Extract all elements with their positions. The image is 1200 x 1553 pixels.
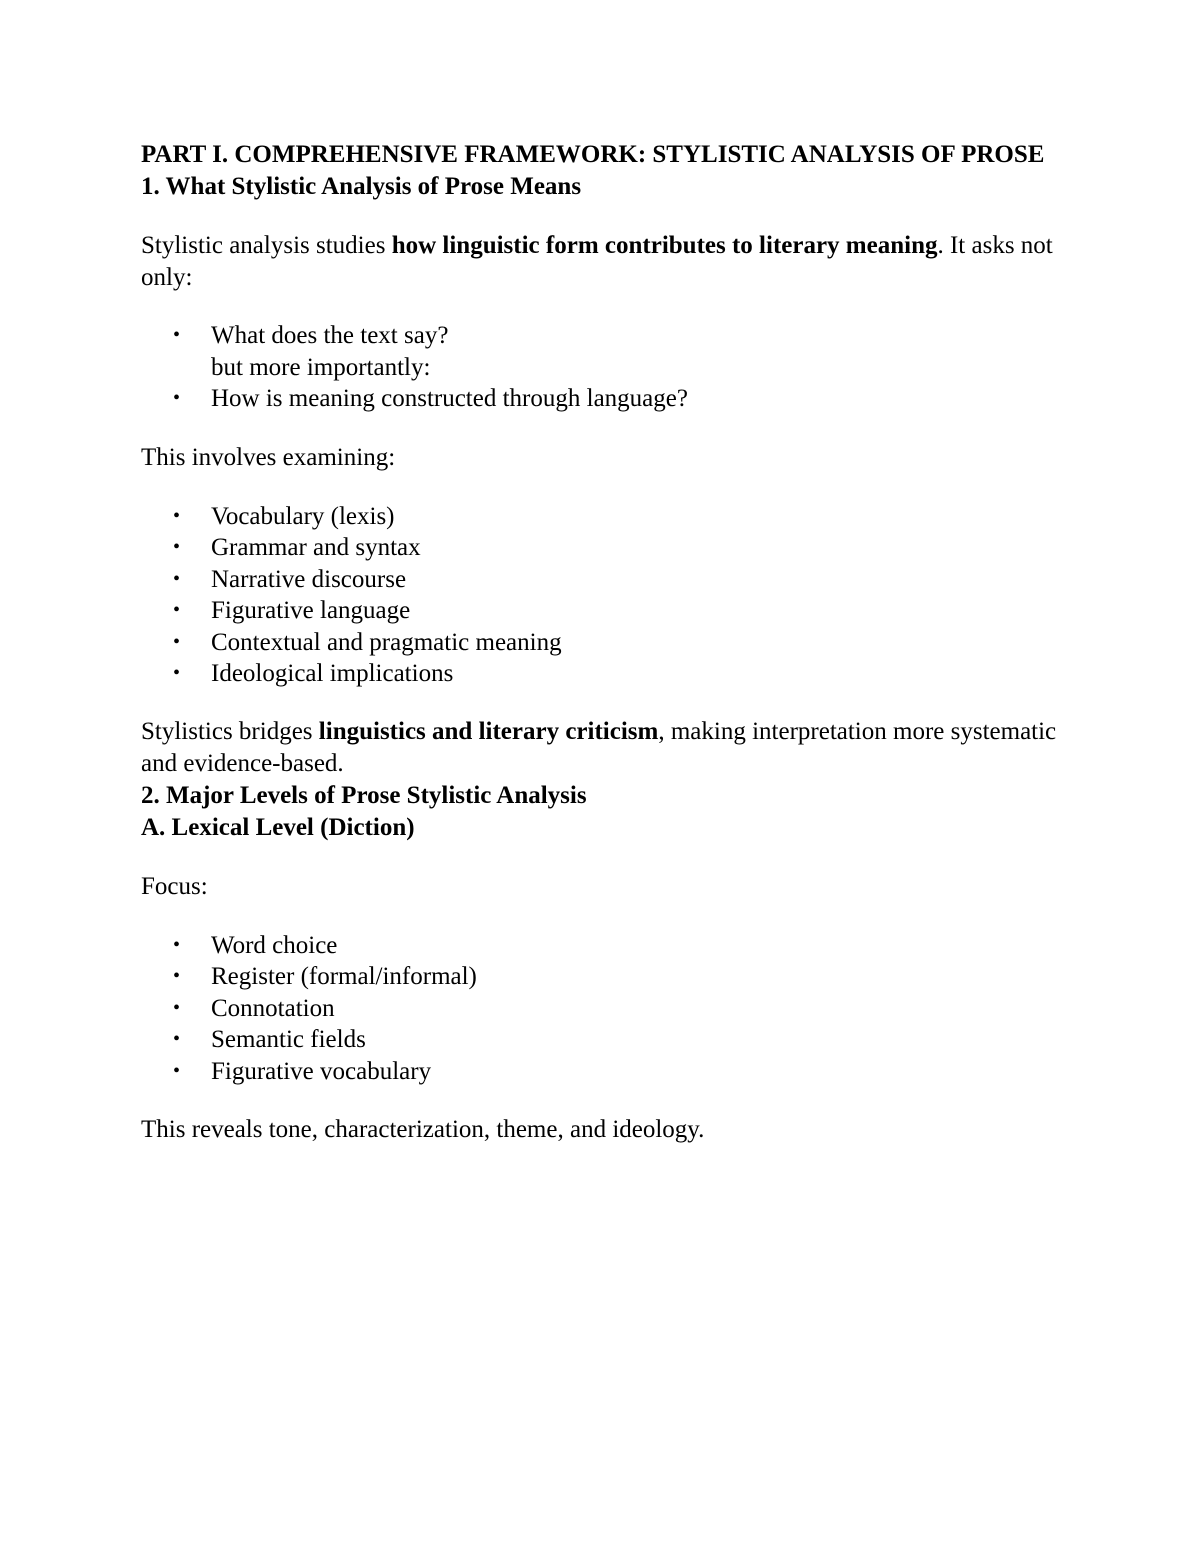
bullet-icon: • [173,504,181,527]
list-item [141,961,1061,993]
list-item [141,320,1061,383]
bullet-icon: • [173,996,181,1019]
involves-list [141,501,1061,690]
section-1-intro-paragraph [141,230,1061,294]
list-item-text: Semantic fields [211,1026,366,1053]
list-item-text: Contextual and pragmatic meaning [211,628,562,656]
list-item-text: What does the text say? [211,322,449,349]
bullet-icon: • [173,536,181,558]
bullet-icon: • [173,387,181,409]
list-item [141,595,1061,627]
section-1-heading: 1. What Stylistic Analysis of Prose Means [141,173,582,200]
bullet-icon: • [173,1059,181,1082]
list-item [141,383,1061,415]
section-2-heading: 2. Major Levels of Prose Stylistic Analysis [141,781,587,809]
focus-label: Focus: [141,872,208,900]
involves-label: This involves examining: [141,443,396,471]
bullet-icon: • [173,933,181,956]
list-item [141,930,1061,962]
bullet-icon: • [173,965,181,987]
list-item-text: Word choice [211,931,338,959]
bridge-paragraph [141,716,1061,780]
intro-text: Stylistic analysis studies [141,232,392,259]
focus-list [141,930,1061,1088]
bridge-text-end: , making interpretation more systematic and evidence-based. [141,717,1057,777]
bullet-icon: • [173,662,181,684]
list-item-text: Figurative vocabulary [211,1057,432,1085]
intro-text-end: . It asks not only: [141,232,1053,291]
list-item [141,564,1061,596]
list-item-text: Grammar and syntax [211,534,421,561]
bullet-icon: • [173,630,181,653]
list-item-continuation: but more importantly: [211,353,431,381]
bullet-icon: • [173,567,181,590]
list-item-text: How is meaning constructed through language? [211,385,688,412]
list-item [141,1056,1061,1088]
list-item [141,1024,1061,1056]
bridge-text: Stylistics bridges [141,717,319,745]
list-item-text: Connotation [211,994,335,1022]
list-item-text: Figurative language [211,597,411,624]
bullet-icon: • [173,599,181,621]
list-item [141,993,1061,1025]
list-item [141,658,1061,690]
list-item-text: Narrative discourse [211,565,407,593]
bullet-icon: • [173,324,181,346]
list-item [141,501,1061,533]
document-title: PART I. COMPREHENSIVE FRAMEWORK: STYLISTIC ANALYSIS OF PROSE [141,141,1045,168]
list-item [141,532,1061,564]
document-page [141,138,1061,1146]
subsection-a-heading: A. Lexical Level (Diction) [141,813,415,841]
lexical-conclusion: This reveals tone, characterization, theme, and ideology. [141,1116,705,1143]
list-item-text: Ideological implications [211,660,454,687]
bridge-bold-text: linguistics and literary criticism [318,717,659,745]
list-item [141,627,1061,659]
questions-list [141,320,1061,415]
intro-bold-text: how linguistic form contributes to literary meaning [391,232,938,259]
list-item-text: Register (formal/informal) [211,963,477,990]
bullet-icon: • [173,1028,181,1050]
list-item-text: Vocabulary (lexis) [211,502,395,530]
